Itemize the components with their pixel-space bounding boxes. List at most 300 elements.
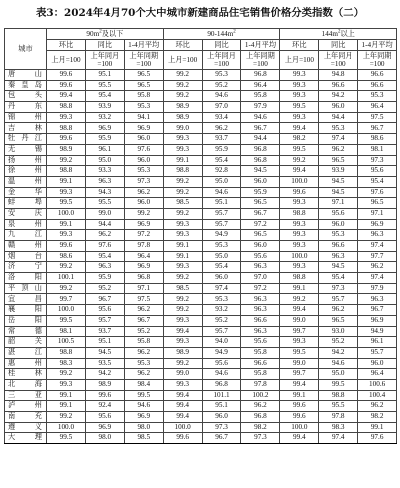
- index-cell: 95.7: [85, 315, 124, 326]
- index-cell: 95.3: [358, 91, 397, 102]
- city-cell: 泸州: [5, 401, 47, 412]
- index-cell: 92.4: [85, 401, 124, 412]
- index-cell: 97.3: [202, 422, 241, 433]
- index-cell: 93.9: [85, 102, 124, 113]
- index-cell: 99.1: [358, 422, 397, 433]
- city-cell: 大理: [5, 433, 47, 444]
- index-cell: 99.4: [163, 326, 202, 337]
- city-cell: 秦皇岛: [5, 80, 47, 91]
- index-cell: 99.5: [319, 379, 358, 390]
- index-cell: 97.6: [124, 144, 163, 155]
- index-cell: 96.2: [358, 262, 397, 273]
- index-cell: 99.4: [280, 166, 319, 177]
- index-cell: 96.9: [358, 219, 397, 230]
- index-cell: 100.0: [280, 176, 319, 187]
- index-cell: 96.0: [124, 134, 163, 145]
- table-row: [5, 326, 397, 337]
- index-cell: 97.2: [124, 230, 163, 241]
- index-cell: 99.7: [280, 326, 319, 337]
- city-cell: 徐州: [5, 166, 47, 177]
- index-cell: 99.6: [47, 134, 86, 145]
- index-cell: 95.5: [85, 198, 124, 209]
- index-cell: 94.4: [241, 134, 280, 145]
- index-cell: 99.2: [163, 91, 202, 102]
- index-cell: 98.9: [163, 347, 202, 358]
- index-cell: 94.2: [319, 347, 358, 358]
- index-cell: 97.1: [358, 208, 397, 219]
- index-cell: 99.2: [280, 294, 319, 305]
- table-row: [5, 241, 397, 252]
- index-cell: 100.0: [280, 251, 319, 262]
- city-cell: 平顶山: [5, 283, 47, 294]
- size-group-label: 90m: [86, 30, 100, 38]
- index-cell: 98.2: [241, 422, 280, 433]
- table-row: [5, 390, 397, 401]
- index-cell: 99.3: [280, 230, 319, 241]
- index-cell: 95.6: [241, 337, 280, 348]
- city-cell: 牡丹江: [5, 134, 47, 145]
- index-cell: 95.6: [202, 358, 241, 369]
- index-cell: 99.4: [280, 305, 319, 316]
- index-cell: 98.6: [47, 251, 86, 262]
- index-cell: 95.4: [358, 176, 397, 187]
- index-cell: 95.9: [85, 273, 124, 284]
- index-cell: 96.9: [124, 412, 163, 423]
- index-cell: 95.7: [202, 208, 241, 219]
- base-header-line: 上年同期: [362, 51, 392, 60]
- index-cell: 100.2: [241, 390, 280, 401]
- city-cell: 包头: [5, 91, 47, 102]
- index-cell: 96.4: [358, 102, 397, 113]
- index-cell: 95.2: [202, 80, 241, 91]
- index-cell: 98.5: [163, 283, 202, 294]
- index-cell: 99.0: [85, 208, 124, 219]
- index-cell: 99.4: [163, 401, 202, 412]
- index-cell: 94.5: [319, 187, 358, 198]
- table-row: [5, 166, 397, 177]
- city-cell: 扬州: [5, 155, 47, 166]
- index-cell: 96.0: [319, 102, 358, 113]
- index-cell: 95.4: [85, 91, 124, 102]
- city-cell: 温州: [5, 176, 47, 187]
- index-cell: 98.8: [47, 347, 86, 358]
- index-cell: 99.5: [280, 144, 319, 155]
- index-cell: 99.4: [280, 433, 319, 444]
- index-cell: 99.1: [163, 251, 202, 262]
- index-cell: 98.0: [85, 433, 124, 444]
- index-cell: 94.2: [85, 369, 124, 380]
- index-cell: 99.3: [280, 80, 319, 91]
- index-cell: 98.8: [163, 166, 202, 177]
- index-cell: 99.1: [163, 241, 202, 252]
- index-cell: 96.5: [358, 198, 397, 209]
- index-cell: 96.0: [202, 273, 241, 284]
- index-cell: 95.2: [319, 337, 358, 348]
- index-cell: 97.4: [358, 241, 397, 252]
- index-cell: 97.2: [241, 219, 280, 230]
- index-cell: 99.7: [280, 369, 319, 380]
- index-cell: 95.8: [241, 369, 280, 380]
- city-cell: 襄阳: [5, 305, 47, 316]
- index-cell: 100.4: [358, 390, 397, 401]
- index-cell: 96.9: [124, 123, 163, 134]
- index-cell: 94.9: [202, 230, 241, 241]
- city-cell: 惠州: [5, 358, 47, 369]
- index-cell: 94.5: [319, 262, 358, 273]
- index-cell: 95.2: [124, 326, 163, 337]
- index-cell: 97.3: [124, 176, 163, 187]
- table-row: [5, 112, 397, 123]
- index-cell: 93.2: [85, 112, 124, 123]
- index-cell: 95.5: [319, 401, 358, 412]
- size-group-header: [47, 29, 164, 40]
- table-row: [5, 294, 397, 305]
- index-cell: 96.0: [124, 198, 163, 209]
- base-header-yoy: [85, 51, 124, 70]
- index-cell: 99.6: [280, 401, 319, 412]
- index-cell: 94.6: [241, 112, 280, 123]
- index-cell: 96.6: [241, 358, 280, 369]
- sub-header-mom: 环比: [163, 40, 202, 51]
- index-cell: 97.5: [358, 112, 397, 123]
- index-cell: 99.4: [47, 91, 86, 102]
- index-cell: 95.1: [85, 70, 124, 81]
- index-cell: 95.4: [202, 155, 241, 166]
- index-cell: 100.0: [47, 305, 86, 316]
- index-cell: 95.3: [202, 241, 241, 252]
- index-cell: 95.6: [241, 251, 280, 262]
- index-cell: 97.0: [202, 102, 241, 113]
- index-cell: 93.4: [202, 112, 241, 123]
- city-cell: 锦州: [5, 112, 47, 123]
- index-cell: 98.3: [47, 358, 86, 369]
- index-cell: 98.2: [280, 134, 319, 145]
- index-cell: 97.3: [241, 433, 280, 444]
- index-cell: 93.0: [319, 326, 358, 337]
- sub-header-avg: 1-4月平均: [124, 40, 163, 51]
- index-cell: 99.5: [280, 102, 319, 113]
- index-cell: 95.0: [319, 369, 358, 380]
- size-group-suffix: 以上: [340, 30, 355, 38]
- index-cell: 100.5: [47, 337, 86, 348]
- table-row: [5, 422, 397, 433]
- index-cell: 99.3: [163, 337, 202, 348]
- index-cell: 99.2: [163, 294, 202, 305]
- index-cell: 96.2: [124, 305, 163, 316]
- sub-header-mom: 环比: [280, 40, 319, 51]
- index-cell: 96.3: [241, 326, 280, 337]
- city-cell: 北海: [5, 379, 47, 390]
- index-cell: 99.1: [47, 219, 86, 230]
- index-cell: 97.9: [358, 283, 397, 294]
- table-row: [5, 305, 397, 316]
- index-cell: 93.9: [319, 166, 358, 177]
- index-cell: 98.1: [47, 326, 86, 337]
- base-header-line: 上年同期: [246, 51, 275, 60]
- index-cell: 96.2: [241, 401, 280, 412]
- city-cell: 烟台: [5, 251, 47, 262]
- index-cell: 96.0: [241, 176, 280, 187]
- index-cell: 99.3: [280, 198, 319, 209]
- size-group-superscript: 2: [99, 29, 102, 35]
- city-cell: 济宁: [5, 262, 47, 273]
- index-cell: 94.5: [241, 166, 280, 177]
- index-cell: 99.2: [163, 305, 202, 316]
- base-header-avg: [124, 51, 163, 70]
- index-cell: 94.5: [85, 347, 124, 358]
- table-row: [5, 433, 397, 444]
- index-cell: 99.5: [47, 433, 86, 444]
- index-cell: 100.6: [358, 379, 397, 390]
- index-cell: 99.3: [280, 112, 319, 123]
- index-cell: 96.1: [358, 337, 397, 348]
- table-header: [5, 29, 397, 70]
- index-cell: 97.6: [85, 241, 124, 252]
- index-cell: 96.3: [241, 305, 280, 316]
- index-cell: 99.3: [47, 379, 86, 390]
- base-header-line: =100: [136, 60, 152, 68]
- index-cell: 96.6: [319, 80, 358, 91]
- base-header-mom: 上月=100: [47, 51, 86, 70]
- index-cell: 96.8: [241, 144, 280, 155]
- index-cell: 95.8: [124, 337, 163, 348]
- index-cell: 94.4: [85, 219, 124, 230]
- index-cell: 95.7: [358, 347, 397, 358]
- sub-header-avg: 1-4月平均: [358, 40, 397, 51]
- index-cell: 96.4: [241, 80, 280, 91]
- index-cell: 93.5: [85, 358, 124, 369]
- index-cell: 95.6: [319, 208, 358, 219]
- index-cell: 100.0: [163, 422, 202, 433]
- index-cell: 95.3: [319, 230, 358, 241]
- table-row: [5, 123, 397, 134]
- index-cell: 95.2: [85, 283, 124, 294]
- index-cell: 99.3: [163, 219, 202, 230]
- index-cell: 99.3: [163, 315, 202, 326]
- table-row: [5, 315, 397, 326]
- index-cell: 95.3: [124, 358, 163, 369]
- index-cell: 94.6: [202, 91, 241, 102]
- index-cell: 94.6: [319, 358, 358, 369]
- index-cell: 96.5: [319, 315, 358, 326]
- index-cell: 99.2: [163, 358, 202, 369]
- base-header-avg: [241, 51, 280, 70]
- base-header-mom: 上月=100: [163, 51, 202, 70]
- index-cell: 99.0: [163, 123, 202, 134]
- index-cell: 96.3: [85, 262, 124, 273]
- index-cell: 99.6: [47, 241, 86, 252]
- index-cell: 96.2: [124, 187, 163, 198]
- index-cell: 96.6: [241, 315, 280, 326]
- city-cell: 南充: [5, 412, 47, 423]
- index-cell: 99.6: [280, 187, 319, 198]
- city-cell: 九江: [5, 230, 47, 241]
- index-cell: 98.8: [47, 102, 86, 113]
- index-cell: 99.2: [47, 262, 86, 273]
- table-row: [5, 144, 397, 155]
- index-cell: 99.5: [280, 347, 319, 358]
- index-cell: 94.3: [85, 187, 124, 198]
- table-title: 表3：2024年4月70个大中城市新建商品住宅销售价格分类指数（二）: [36, 7, 364, 19]
- index-cell: 97.0: [241, 273, 280, 284]
- city-cell: 韶关: [5, 337, 47, 348]
- table-row: [5, 230, 397, 241]
- index-cell: 97.4: [319, 433, 358, 444]
- base-header-yoy: [319, 51, 358, 70]
- index-cell: 96.8: [241, 155, 280, 166]
- size-group-label: 90-144m: [207, 30, 234, 38]
- index-cell: 97.1: [124, 283, 163, 294]
- index-cell: 96.4: [358, 369, 397, 380]
- index-cell: 99.3: [280, 91, 319, 102]
- index-cell: 98.5: [124, 433, 163, 444]
- table-row: [5, 337, 397, 348]
- table-row: [5, 251, 397, 262]
- index-cell: 101.1: [202, 390, 241, 401]
- index-cell: 96.0: [319, 219, 358, 230]
- index-cell: 99.1: [47, 390, 86, 401]
- city-cell: 赣州: [5, 241, 47, 252]
- table-row: [5, 187, 397, 198]
- index-cell: 96.8: [241, 412, 280, 423]
- index-cell: 94.0: [202, 337, 241, 348]
- index-cell: 94.6: [124, 401, 163, 412]
- index-cell: 96.8: [124, 273, 163, 284]
- index-cell: 99.3: [163, 230, 202, 241]
- base-header-line: 上年同月: [207, 51, 236, 60]
- index-cell: 96.6: [358, 80, 397, 91]
- base-header-line: 上年同月: [323, 51, 353, 60]
- table-row: [5, 369, 397, 380]
- index-cell: 98.8: [280, 208, 319, 219]
- index-cell: 98.8: [47, 166, 86, 177]
- index-cell: 97.3: [358, 155, 397, 166]
- index-cell: 96.7: [358, 123, 397, 134]
- index-cell: 99.2: [47, 283, 86, 294]
- index-cell: 99.2: [47, 155, 86, 166]
- index-cell: 95.7: [202, 219, 241, 230]
- city-cell: 岳阳: [5, 315, 47, 326]
- index-cell: 94.6: [202, 187, 241, 198]
- base-header-line: =100: [214, 60, 229, 68]
- base-header-yoy: [202, 51, 241, 70]
- city-cell: 吉林: [5, 123, 47, 134]
- index-cell: 96.5: [124, 80, 163, 91]
- index-cell: 98.6: [358, 134, 397, 145]
- sub-header-mom: 环比: [47, 40, 86, 51]
- index-cell: 96.5: [241, 198, 280, 209]
- index-cell: 92.8: [202, 166, 241, 177]
- index-cell: 97.4: [358, 273, 397, 284]
- index-cell: 99.3: [47, 230, 86, 241]
- base-header-avg: [358, 51, 397, 70]
- index-cell: 99.2: [163, 208, 202, 219]
- table-row: [5, 273, 397, 284]
- table-row: [5, 401, 397, 412]
- table-row: [5, 198, 397, 209]
- index-cell: 99.2: [280, 155, 319, 166]
- index-cell: 99.3: [163, 134, 202, 145]
- base-header-line: 上年同月: [90, 51, 120, 60]
- index-cell: 99.3: [47, 187, 86, 198]
- index-cell: 96.3: [319, 251, 358, 262]
- index-cell: 99.1: [163, 155, 202, 166]
- index-cell: 97.2: [241, 283, 280, 294]
- index-cell: 99.3: [280, 70, 319, 81]
- city-cell: 遵义: [5, 422, 47, 433]
- city-cell: 唐山: [5, 70, 47, 81]
- index-cell: 96.8: [241, 70, 280, 81]
- city-cell: 洛阳: [5, 273, 47, 284]
- index-cell: 99.0: [280, 358, 319, 369]
- index-cell: 96.7: [241, 123, 280, 134]
- index-cell: 99.6: [47, 80, 86, 91]
- index-cell: 95.3: [202, 294, 241, 305]
- table-row: [5, 219, 397, 230]
- table-row: [5, 412, 397, 423]
- city-cell: 桂林: [5, 369, 47, 380]
- index-cell: 98.4: [124, 379, 163, 390]
- index-cell: 99.1: [47, 176, 86, 187]
- index-cell: 98.8: [280, 273, 319, 284]
- sub-header-avg: 1-4月平均: [241, 40, 280, 51]
- index-cell: 98.9: [47, 144, 86, 155]
- index-cell: 97.8: [124, 241, 163, 252]
- table-row: [5, 134, 397, 145]
- index-cell: 97.1: [319, 198, 358, 209]
- index-cell: 97.4: [319, 134, 358, 145]
- index-cell: 99.2: [124, 208, 163, 219]
- size-group-header: [280, 29, 397, 40]
- size-group-superscript: 2: [337, 29, 341, 35]
- index-cell: 95.8: [124, 91, 163, 102]
- index-cell: 99.4: [280, 379, 319, 390]
- index-cell: 97.4: [202, 283, 241, 294]
- index-cell: 96.6: [358, 70, 397, 81]
- index-cell: 97.3: [319, 283, 358, 294]
- index-cell: 97.7: [358, 251, 397, 262]
- index-cell: 98.9: [163, 112, 202, 123]
- index-cell: 95.6: [85, 412, 124, 423]
- sub-header-yoy: 同比: [85, 40, 124, 51]
- table-row: [5, 379, 397, 390]
- index-cell: 95.3: [202, 70, 241, 81]
- base-header-line: =100: [369, 60, 385, 68]
- base-header-line: =100: [330, 60, 346, 68]
- table-row: [5, 70, 397, 81]
- index-cell: 93.7: [85, 326, 124, 337]
- index-cell: 99.5: [47, 198, 86, 209]
- index-cell: 95.6: [85, 305, 124, 316]
- index-cell: 96.7: [358, 305, 397, 316]
- city-cell: 金华: [5, 187, 47, 198]
- index-cell: 97.5: [124, 294, 163, 305]
- index-cell: 94.9: [358, 326, 397, 337]
- index-cell: 94.5: [319, 176, 358, 187]
- city-cell: 泉州: [5, 219, 47, 230]
- size-group-label: 144m: [321, 30, 338, 38]
- index-cell: 100.0: [280, 422, 319, 433]
- index-cell: 96.9: [85, 123, 124, 134]
- price-index-table: [4, 28, 397, 444]
- index-cell: 99.6: [163, 433, 202, 444]
- city-column-header: 城市: [5, 29, 47, 70]
- table-row: [5, 358, 397, 369]
- index-cell: 99.2: [163, 273, 202, 284]
- index-cell: 99.2: [163, 70, 202, 81]
- index-cell: 96.9: [358, 315, 397, 326]
- index-cell: 97.8: [319, 412, 358, 423]
